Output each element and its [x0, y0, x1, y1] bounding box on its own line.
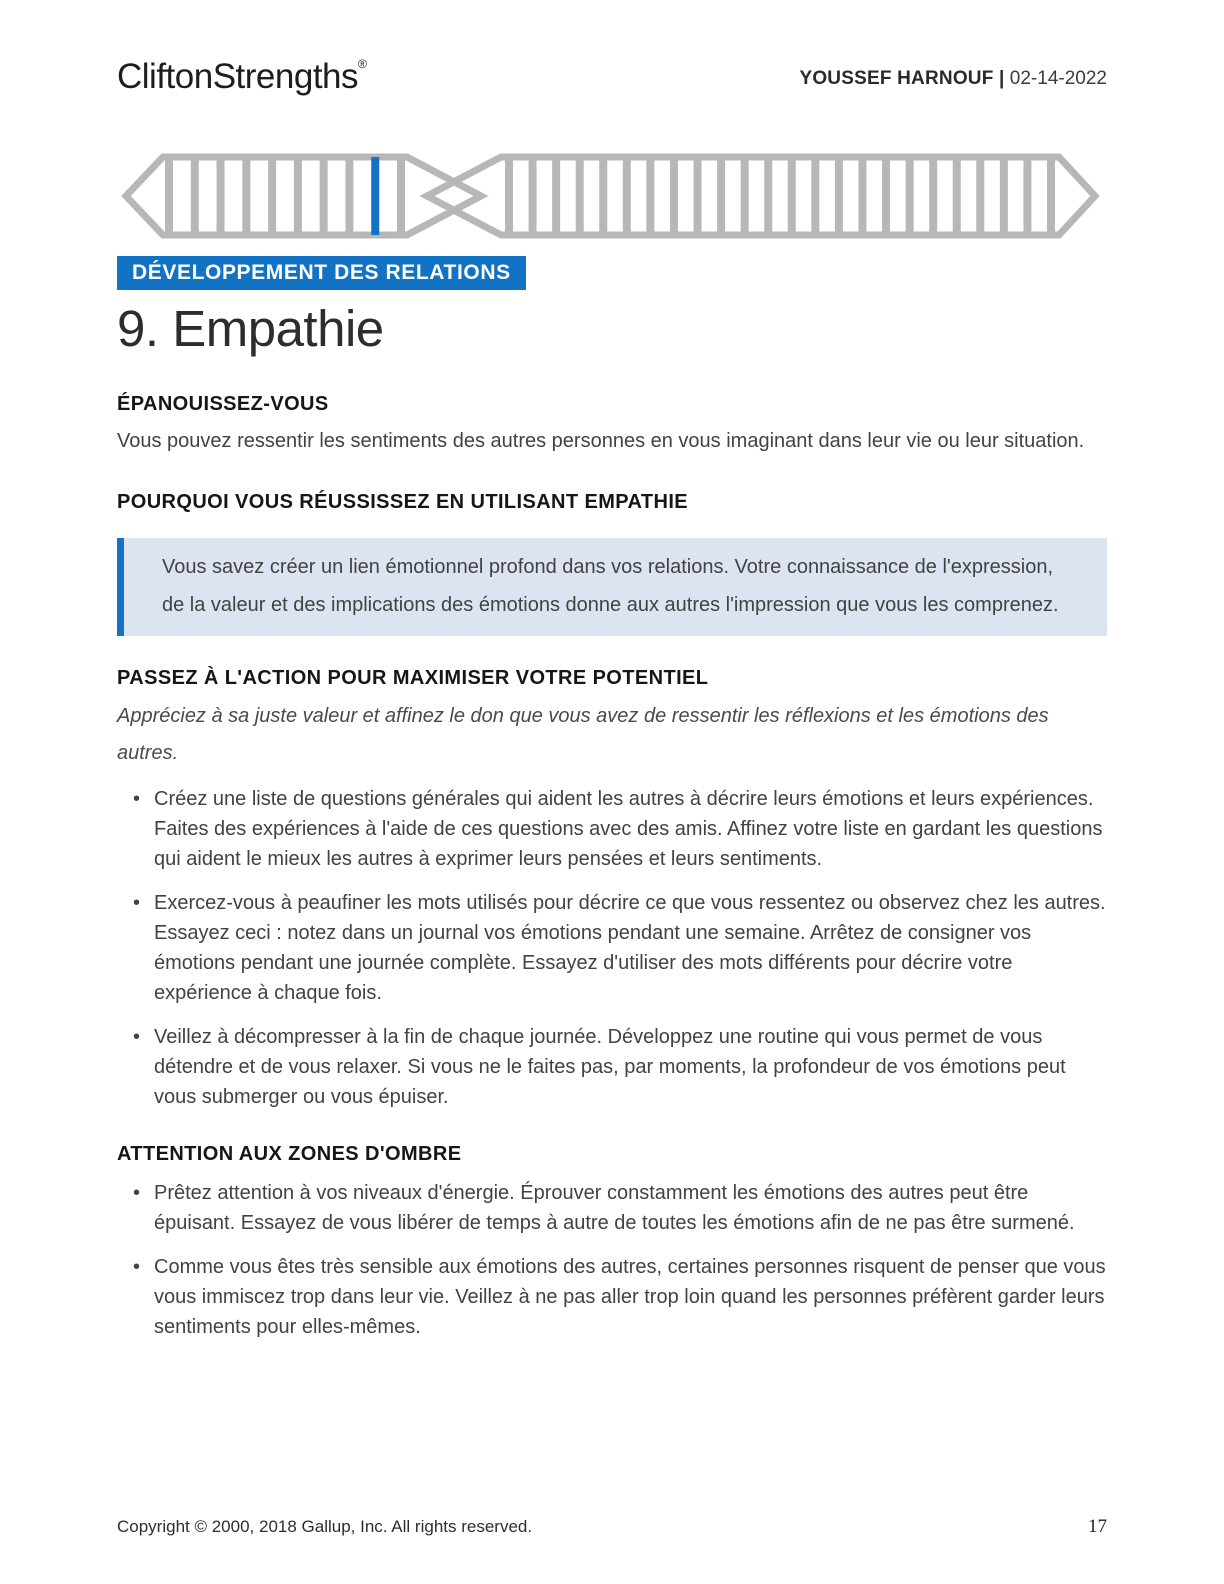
dna-strand-graphic — [117, 150, 1107, 242]
report-date: 02-14-2022 — [1009, 68, 1107, 89]
heading-thrive: ÉPANOUISSEZ-VOUS — [117, 393, 329, 415]
page-number: 17 — [1088, 1516, 1107, 1537]
list-item: • Prêtez attention à vos niveaux d'énergie. Éprouver constamment les émotions des autres peut être épuisant. Essayez de vous libérer de temps à autre de toutes les émotions afin de ne pas être surmené. — [117, 1178, 1107, 1238]
heading-take-action: PASSEZ À L'ACTION POUR MAXIMISER VOTRE POTENTIEL — [117, 667, 709, 689]
page-footer — [117, 1516, 1107, 1538]
list-item: • Veillez à décompresser à la fin de chaque journée. Développez une routine qui vous permet de vous détendre et de vous relaxer. Si vous ne le faites pas, par moments, la profondeur de vos émotions peut vous submerger ou vous épuiser. — [117, 1022, 1107, 1112]
list-item: • Créez une liste de questions générales qui aident les autres à décrire leurs émotions et leurs expériences. Faites des expériences à l'aide de ces questions avec des amis. Affinez votre liste en gardant les questions qui aident le mieux les autres à exprimer leurs pensées et leurs sentiments. — [117, 784, 1107, 874]
heading-blind-spots: ATTENTION AUX ZONES D'OMBRE — [117, 1143, 462, 1165]
registered-trademark: ® — [358, 57, 367, 71]
copyright-text: Copyright © 2000, 2018 Gallup, Inc. All rights reserved. — [117, 1517, 533, 1536]
header-user-info — [799, 68, 1107, 94]
domain-badge: DÉVELOPPEMENT DES RELATIONS — [117, 256, 526, 290]
blindspot-bullet-list — [117, 1178, 1107, 1342]
logo-text: CliftonStrengths — [117, 57, 359, 96]
action-intro: Appréciez à sa juste valeur et affinez le don que vous avez de ressentir les réflexions et les émotions des autres. — [117, 705, 1049, 764]
thrive-paragraph: Vous pouvez ressentir les sentiments des autres personnes en vous imaginant dans leur vie ou leur situation. — [117, 430, 1085, 452]
strand-bars — [169, 157, 1051, 235]
list-item: • Comme vous êtes très sensible aux émotions des autres, certaines personnes risquent de penser que vous vous immiscez trop dans leur vie. Veillez à ne pas aller trop loin quand les personnes préfèrent garder leurs sentiments pour elles-mêmes. — [117, 1252, 1107, 1342]
page-header — [117, 48, 1107, 94]
theme-rank-strand — [117, 150, 1107, 242]
heading-why-succeed: POURQUOI VOUS RÉUSSISSEZ EN UTILISANT EMPATHIE — [117, 491, 689, 513]
strength-quote-box: Vous savez créer un lien émotionnel profond dans vos relations. Votre connaissance de l'expression, de la valeur et des implications des émotions donne aux autres l'impression que vous les comprenez. — [117, 538, 1107, 636]
action-bullet-list — [117, 784, 1107, 1112]
page-title: 9. Empathie — [117, 300, 384, 357]
list-item: • Exercez-vous à peaufiner les mots utilisés pour décrire ce que vous ressentez ou observez chez les autres. Essayez ceci : notez dans un journal vos émotions pendant une semaine. Arrêtez de consigner vos émotions pendant une journée complète. Essayez d'utiliser des mots différents pour décrire votre expérience à chaque fois. — [117, 888, 1107, 1008]
user-name: YOUSSEF HARNOUF | — [799, 68, 1005, 89]
cliftonstrengths-logo — [117, 58, 366, 94]
